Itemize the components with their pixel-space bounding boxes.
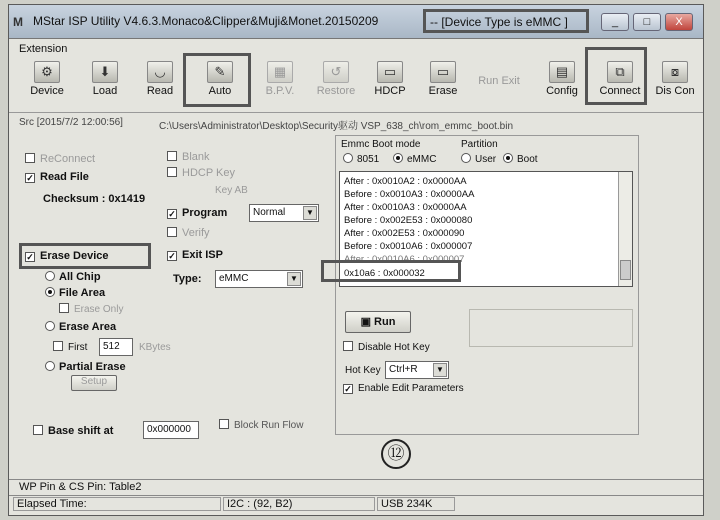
exit-isp-label: Exit ISP [182,249,223,261]
partition-user-dot [461,153,471,163]
base-shift-check [33,425,43,435]
log-line: Before : 0x002E53 : 0x000080 [344,215,473,226]
mode-8051-label: 8051 [357,154,380,165]
reconnect-checkbox[interactable] [25,153,95,165]
close-button[interactable]: X [665,13,693,31]
erase-only-label: Erase Only [74,304,124,315]
hot-key-label: Hot Key [345,365,381,376]
run-exit-label: Run Exit [478,75,520,87]
device-button[interactable] [19,57,75,107]
base-shift-label: Base shift at [48,425,114,437]
first-check [53,341,63,351]
first-kbytes-input[interactable]: 512 [99,338,133,356]
toolbar-divider [9,112,703,113]
all-chip-dot [45,271,55,281]
blank-checkbox[interactable] [167,151,210,163]
program-mode-select[interactable] [249,204,319,222]
device-label: Device [30,85,64,97]
log-scrollbar[interactable] [618,172,632,286]
program-mode-value: Normal [253,207,286,218]
erase-device-label: Erase Device [40,250,109,262]
log-line-highlighted: 0x10a6 : 0x000032 [344,268,425,279]
erase-only-checkbox[interactable] [59,303,123,315]
read-file-label: Read File [40,171,89,183]
program-checkbox[interactable] [167,207,227,219]
all-chip-radio[interactable] [45,271,101,283]
run-button[interactable] [345,311,411,333]
partition-user-label: User [475,154,497,165]
blank-label: Blank [182,151,210,163]
file-area-dot [45,287,55,297]
load-button[interactable] [79,57,131,107]
hot-key-value: Ctrl+R [389,364,418,375]
block-run-flow-label: Block Run Flow [234,420,304,431]
wp-pin-status: WP Pin & CS Pin: Table2 [19,481,142,493]
program-label: Program [182,207,228,219]
boot-mode-label: Emmc Boot mode [341,139,421,150]
enable-edit-checkbox[interactable] [343,383,464,394]
load-icon: ⬇ [92,61,118,83]
partial-erase-radio[interactable] [45,361,126,373]
auto-label: Auto [208,85,232,97]
erase-area-label: Erase Area [59,321,117,333]
disconnect-button[interactable] [649,57,701,107]
mode-emmc-dot [393,153,403,163]
source-file-path: C:\Users\Administrator\Desktop\Security驱动 VSP_638_ch\rom_emmc_boot.bin [159,121,514,132]
auto-highlight [183,53,251,107]
hdcp-key-check [167,167,177,177]
run-exit-button[interactable] [469,57,529,107]
i2c-status: I2C : (92, B2) [223,497,375,511]
base-shift-input[interactable]: 0x000000 [143,421,199,439]
exit-isp-check: ✓ [168,251,176,261]
key-ab-label: Key AB [215,185,248,196]
log-line: After : 0x0010A6 : 0x000007 [344,254,465,265]
device-type-select[interactable] [215,270,303,288]
load-label: Load [92,85,118,97]
partition-boot-label: Boot [517,154,538,165]
hdcp-key-checkbox[interactable] [167,167,235,179]
checksum-value: Checksum : 0x1419 [43,193,146,205]
partition-boot-dot [503,153,513,163]
bpv-button[interactable] [251,57,309,107]
erase-label: Erase [428,85,458,97]
disable-hot-key-check [343,341,353,351]
run-label: Run [374,316,396,328]
window-title: MStar ISP Utility V4.6.3.Monaco&Clipper&Muji&Monet.20150209 [33,14,379,28]
source-timestamp: Src [2015/7/2 12:00:56] [19,117,123,128]
first-checkbox[interactable] [53,341,87,353]
scroll-thumb[interactable] [620,260,631,280]
read-button[interactable] [135,57,185,107]
isp-utility-window [8,4,704,516]
partition-boot-radio[interactable] [503,153,538,165]
maximize-button[interactable]: □ [633,13,661,31]
minimize-button[interactable]: _ [601,13,629,31]
type-label: Type: [173,273,202,285]
erase-device-checkbox[interactable] [25,250,109,262]
block-run-flow-checkbox[interactable] [219,419,303,431]
disable-hot-key-checkbox[interactable] [343,341,430,353]
erase-only-check [59,303,69,313]
hdcp-button[interactable] [365,57,415,107]
erase-area-radio[interactable] [45,321,116,333]
reconnect-check [25,153,35,163]
config-button[interactable] [537,57,587,107]
annotation-number: ⑫ [381,439,411,469]
config-icon: ▤ [549,61,575,83]
hdcp-key-label: HDCP Key [182,167,235,179]
empty-groupbox [469,309,633,347]
erase-icon: ▭ [430,61,456,83]
mode-8051-dot [343,153,353,163]
kbytes-label: KBytes [139,342,171,353]
partition-label: Partition [461,139,498,150]
enable-edit-label: Enable Edit Parameters [358,383,464,394]
restore-button[interactable] [309,57,363,107]
log-line: After : 0x0010A3 : 0x0000AA [344,202,467,213]
read-file-check: ✓ [26,173,34,183]
log-line: Before : 0x0010A6 : 0x000007 [344,241,473,252]
status-bar-top [9,479,703,495]
menu-extension[interactable]: Extension [19,43,68,55]
enable-edit-check: ✓ [344,384,352,394]
elapsed-time: Elapsed Time: [13,497,221,511]
verify-checkbox[interactable] [167,227,210,239]
log-line: Before : 0x0010A3 : 0x0000AA [344,189,475,200]
file-area-radio[interactable] [45,287,105,299]
mode-emmc-radio[interactable] [393,153,436,165]
disable-hot-key-label: Disable Hot Key [358,342,430,353]
erase-area-dot [45,321,55,331]
base-shift-checkbox[interactable] [33,425,113,437]
run-icon: ▣ [360,316,375,328]
verify-check [167,227,177,237]
log-line: After : 0x002E53 : 0x000090 [344,228,465,239]
erase-button[interactable] [419,57,467,107]
app-icon: M [13,15,23,29]
file-area-label: File Area [59,287,106,299]
restore-icon: ↺ [323,61,349,83]
hdcp-label: HDCP [374,85,406,97]
status-bar-bottom [9,495,703,511]
disconnect-label: Dis Con [655,85,695,97]
read-file-checkbox[interactable] [25,171,89,183]
read-label: Read [146,85,174,97]
all-chip-label: All Chip [59,271,101,283]
reconnect-label: ReConnect [40,153,96,165]
device-type-label: -- [Device Type is eMMC ] [423,9,589,33]
mode-emmc-label: eMMC [407,154,437,165]
log-line: After : 0x0010A2 : 0x0000AA [344,176,467,187]
device-icon: ⚙ [34,61,60,83]
connect-icon: ⧉ [607,61,633,83]
disconnect-icon: ⧇ [662,61,688,83]
setup-button[interactable]: Setup [71,375,117,391]
first-label: First [68,342,88,353]
connect-highlight [585,47,647,105]
chevron-down-icon: ▼ [303,206,317,220]
exit-isp-checkbox[interactable] [167,249,223,261]
hdcp-icon: ▭ [377,61,403,83]
chevron-down-icon: ▼ [433,363,447,377]
hot-key-select[interactable] [385,361,449,379]
bpv-label: B.P.V. [265,85,295,97]
partial-erase-dot [45,361,55,371]
program-check: ✓ [168,209,176,219]
log-highlight [321,260,461,282]
partition-user-radio[interactable] [461,153,496,165]
usb-status: USB 234K [377,497,455,511]
partial-erase-label: Partial Erase [59,361,126,373]
title-bar [9,5,703,39]
read-icon: ◡ [147,61,173,83]
mode-8051-radio[interactable] [343,153,379,165]
connect-label: Connect [599,85,641,97]
config-label: Config [546,85,578,97]
device-type-value: eMMC [219,273,249,284]
bpv-icon: ▦ [267,61,293,83]
verify-label: Verify [182,227,210,239]
chevron-down-icon: ▼ [287,272,301,286]
erase-device-check: ✓ [26,252,34,262]
blank-check [167,151,177,161]
block-run-flow-check [219,419,229,429]
auto-icon: ✎ [207,61,233,83]
restore-label: Restore [316,85,356,97]
